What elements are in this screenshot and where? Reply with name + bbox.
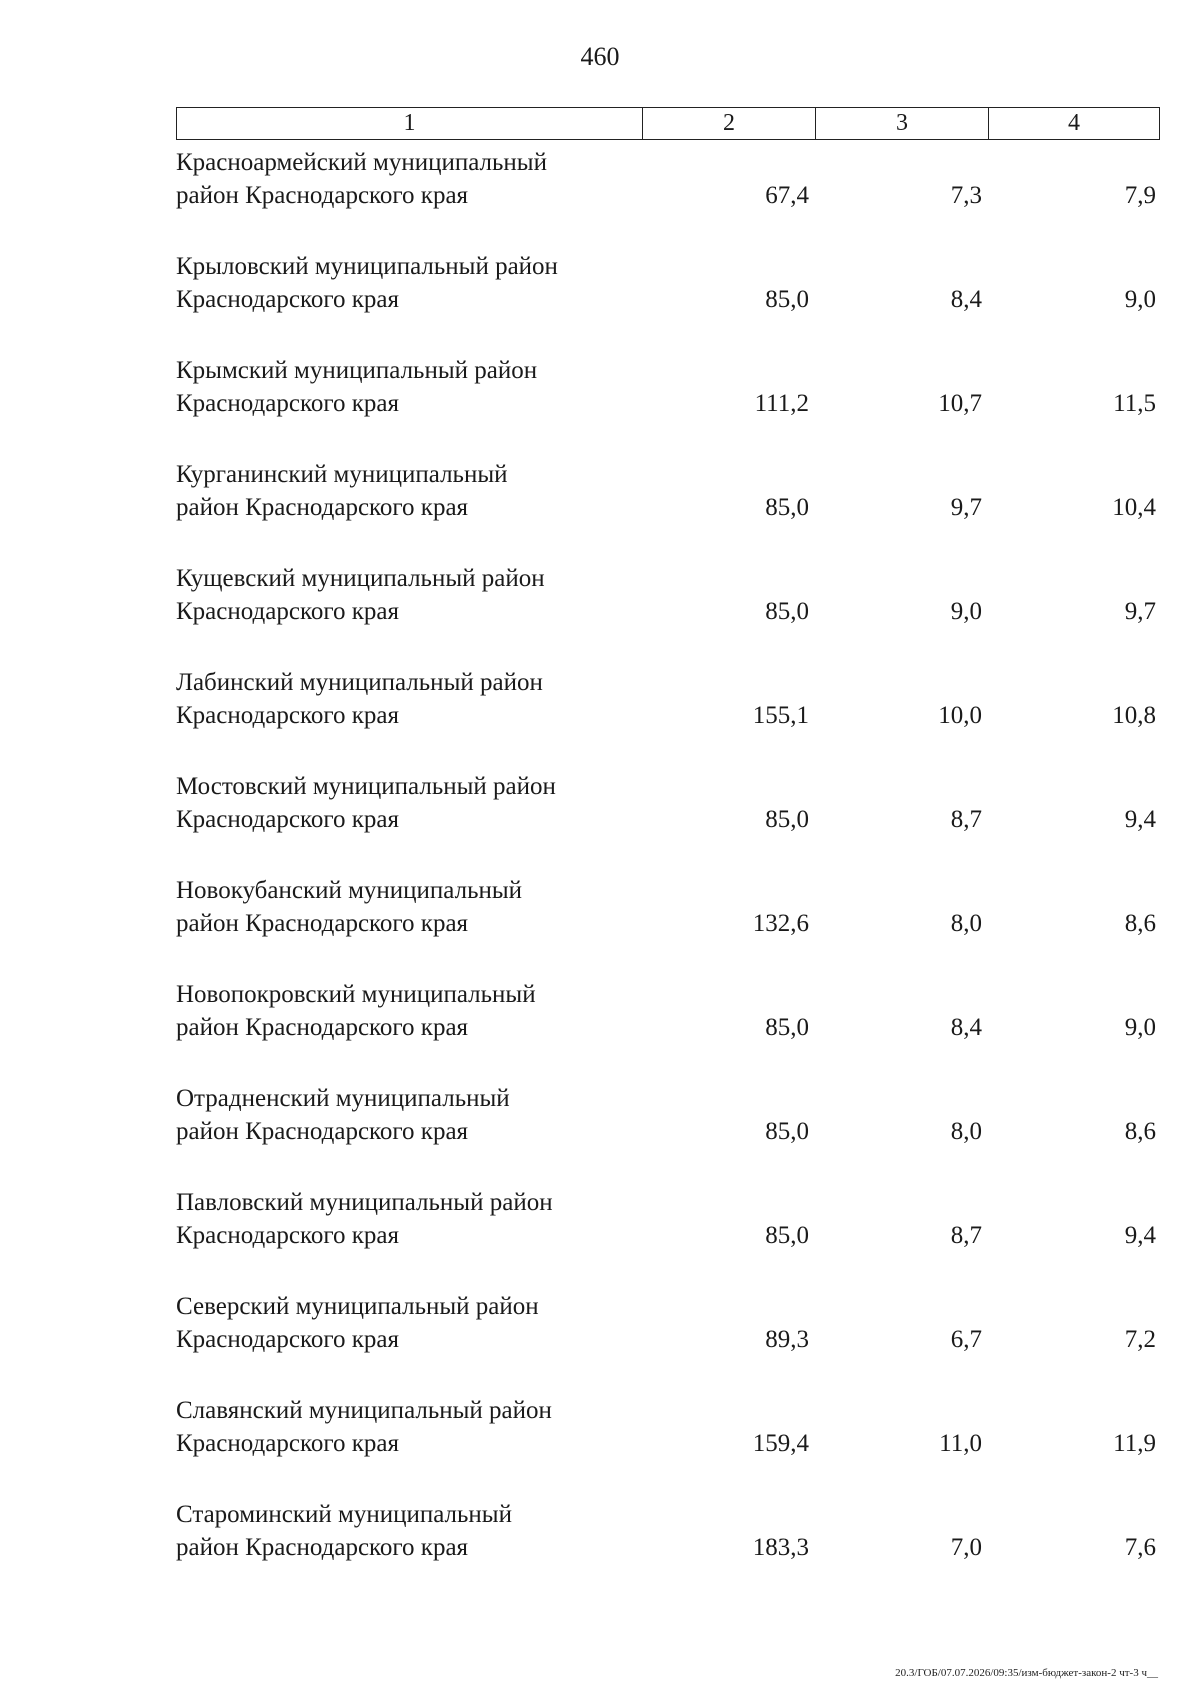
row-value-col2: 155,1 [752,702,809,729]
header-col-4: 4 [1068,110,1080,136]
row-value-col2: 67,4 [765,182,809,209]
row-value-col3: 8,4 [950,1014,982,1041]
row-value-col4: 8,6 [1124,1118,1156,1145]
table-header [176,107,1160,140]
row-value-col3: 8,0 [950,1118,982,1145]
row-name-line1: Мостовский муниципальный район [176,773,556,800]
row-value-col2: 85,0 [765,598,809,625]
table-row [0,1182,1200,1286]
row-name [176,770,636,836]
row-name [176,978,636,1044]
row-value-col2: 183,3 [752,1534,809,1561]
row-name-line1: Северский муниципальный район [176,1293,539,1320]
row-name-line1: Славянский муниципальный район [176,1397,552,1424]
row-value-col2: 85,0 [765,1118,809,1145]
row-name-line1: Новокубанский муниципальный [176,877,523,904]
table-row [0,1390,1200,1494]
row-name-line1: Новопокровский муниципальный [176,981,536,1008]
row-value-col2: 159,4 [752,1430,809,1457]
row-value-col4: 10,4 [1112,494,1156,521]
row-value-col3: 10,7 [938,390,982,417]
table-row [0,558,1200,662]
row-name-line2: район Краснодарского края [176,1014,469,1041]
row-name-line2: район Краснодарского края [176,494,469,521]
table-row [0,766,1200,870]
row-value-col3: 6,7 [950,1326,982,1353]
row-name-line2: Краснодарского края [176,286,399,313]
row-name-line2: район Краснодарского края [176,1118,469,1145]
row-value-col2: 85,0 [765,1222,809,1249]
row-name-line1: Лабинский муниципальный район [176,669,543,696]
row-value-col2: 111,2 [754,390,809,417]
table-row [0,1078,1200,1182]
row-value-col2: 85,0 [765,494,809,521]
row-value-col4: 7,6 [1124,1534,1156,1561]
row-name-line2: Краснодарского края [176,806,399,833]
header-col-2: 2 [643,108,816,139]
row-name [176,1394,636,1460]
row-name-line2: Краснодарского края [176,390,399,417]
row-name-line1: Курганинский муниципальный [176,461,508,488]
row-name [176,354,636,420]
row-name [176,666,636,732]
row-name [176,874,636,940]
row-name [176,1498,636,1564]
row-value-col3: 9,7 [950,494,982,521]
row-value-col2: 85,0 [765,806,809,833]
row-name-line2: Краснодарского края [176,1430,399,1457]
table-row [0,454,1200,558]
table-row [0,1286,1200,1390]
row-value-col3: 10,0 [938,702,982,729]
row-value-col4: 8,6 [1124,910,1156,937]
row-name-line1: Крыловский муниципальный район [176,253,558,280]
row-name [176,146,636,212]
table-row [0,350,1200,454]
row-value-col3: 9,0 [950,598,982,625]
page-number: 460 [580,42,620,71]
header-col-1: 1 [177,108,643,139]
row-value-col4: 10,8 [1112,702,1156,729]
row-value-col4: 11,5 [1113,390,1156,417]
row-value-col2: 132,6 [752,910,809,937]
row-name-line1: Красноармейский муниципальный [176,149,547,176]
row-name-line2: Краснодарского края [176,598,399,625]
row-value-col4: 9,0 [1124,286,1156,313]
table-row [0,246,1200,350]
row-name-line2: район Краснодарского края [176,910,469,937]
row-name-line1: Кущевский муниципальный район [176,565,545,592]
row-name-line2: район Краснодарского края [176,182,469,209]
row-value-col3: 8,7 [950,806,982,833]
table-row [0,974,1200,1078]
row-value-col2: 85,0 [765,286,809,313]
table-row [0,1494,1200,1598]
row-value-col4: 9,4 [1124,1222,1156,1249]
row-value-col3: 8,4 [950,286,982,313]
row-name [176,250,636,316]
row-name-line2: район Краснодарского края [176,1534,469,1561]
row-name [176,1186,636,1252]
row-value-col4: 9,0 [1124,1014,1156,1041]
row-name [176,1290,636,1356]
row-name [176,458,636,524]
table-row [0,870,1200,974]
row-name-line1: Павловский муниципальный район [176,1189,553,1216]
header-col-3: 3 [816,108,989,139]
row-value-col3: 7,3 [950,182,982,209]
row-value-col2: 89,3 [765,1326,809,1353]
row-value-col2: 85,0 [765,1014,809,1041]
row-name [176,562,636,628]
row-value-col4: 11,9 [1113,1430,1156,1457]
row-value-col4: 7,2 [1124,1326,1156,1353]
row-value-col3: 7,0 [950,1534,982,1561]
row-name [176,1082,636,1148]
row-value-col3: 8,0 [950,910,982,937]
footer-document-code: 20.3/ГОБ/07.07.2026/09:35/изм-бюджет-закон-2 чт-3 ч__ [895,1667,1158,1679]
table-body [0,142,1200,1598]
row-value-col4: 9,4 [1124,806,1156,833]
table-row [0,662,1200,766]
row-name-line1: Отрадненский муниципальный [176,1085,510,1112]
table-row [0,142,1200,246]
row-value-col4: 7,9 [1124,182,1156,209]
row-value-col3: 11,0 [939,1430,982,1457]
row-value-col4: 9,7 [1124,598,1156,625]
row-value-col3: 8,7 [950,1222,982,1249]
row-name-line1: Крымский муниципальный район [176,357,538,384]
row-name-line2: Краснодарского края [176,702,399,729]
row-name-line2: Краснодарского края [176,1326,399,1353]
row-name-line1: Староминский муниципальный [176,1501,512,1528]
row-name-line2: Краснодарского края [176,1222,399,1249]
